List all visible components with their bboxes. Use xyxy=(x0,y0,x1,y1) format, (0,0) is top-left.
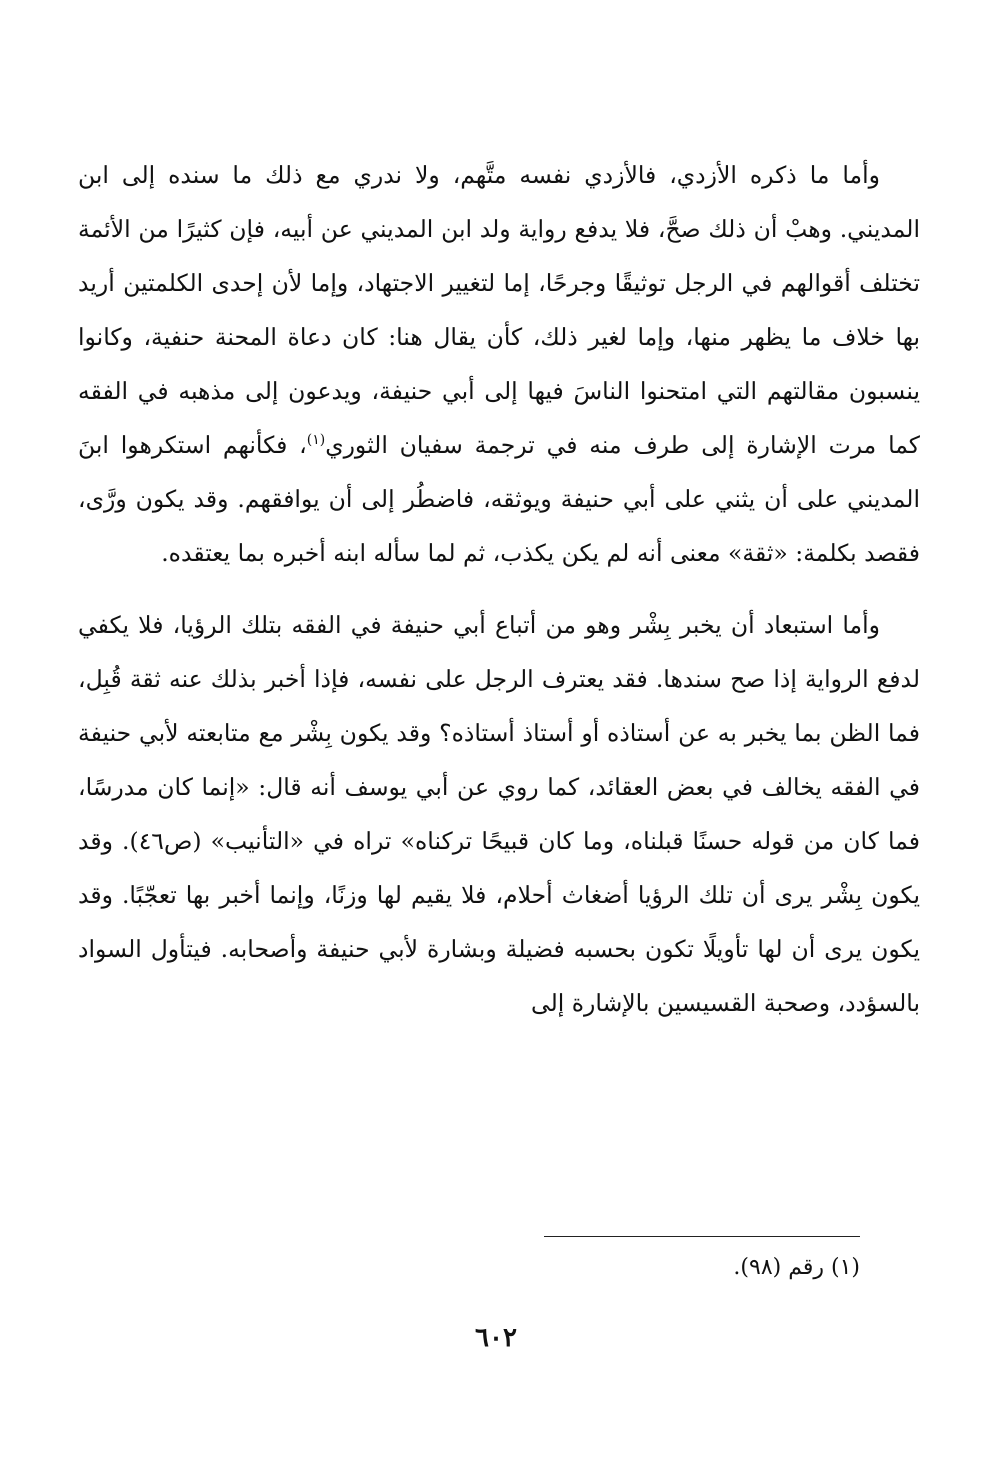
paragraph-text: وأما استبعاد أن يخبر بِشْر وهو من أتباع أبي حنيفة في الفقه بتلك الرؤيا، فلا يكفي لدفع الرواية إذا صح سندها. فقد يعترف الرجل على نفسه، فإذا أخبر بذلك عنه ثقة قُبِل، فما الظن بما يخبر به عن أستاذه أو أستاذ أستاذه؟ وقد يكون بِشْر مع متابعته لأبي حنيفة في الفقه يخالف في بعض العقائد، كما روي عن أبي يوسف أنه قال: «إنما كان مدرسًا، فما كان من قوله حسنًا قبلناه، وما كان قبيحًا تركناه» تراه في «التأنيب» (ص٤٦). وقد يكون بِشْر يرى أن تلك الرؤيا أضغاث أحلام، فلا يقيم لها وزنًا، وإنما أخبر بها تعجّبًا. وقد يكون يرى أن لها تأويلًا تكون بحسبه فضيلة وبشارة لأبي حنيفة وأصحابه. فيتأول السواد بالسؤدد، وصحبة القسيسين بالإشارة إلى xyxy=(78,611,920,1017)
footnote-marker[interactable]: (١) xyxy=(306,432,326,448)
body-text xyxy=(78,148,920,1030)
paragraph-text: وأما ما ذكره الأزدي، فالأزدي نفسه متَّهم، ولا ندري مع ذلك ما سنده إلى ابن المديني. وهبْ أن ذلك صحَّ، فلا يدفع رواية ولد ابن المديني عن أبيه، فإن كثيرًا من الأئمة تختلف أقوالهم في الرجل توثيقًا وجرحًا، إما لتغيير الاجتهاد، وإما لأن إحدى الكلمتين أريد بها خلاف ما يظهر منها، وإما لغير ذلك، كأن يقال هنا: كان دعاة المحنة حنفية، وكانوا ينسبون مقالتهم التي امتحنوا الناسَ فيها إلى أبي حنيفة، ويدعون إلى مذهبه في الفقه كما مرت الإشارة إلى طرف منه في ترجمة سفيان الثوري xyxy=(78,161,920,459)
footnote-separator xyxy=(544,1236,860,1237)
paragraph-text-continuation: ، فكأنهم استكرهوا ابنَ المديني على أن يثني على أبي حنيفة ويوثقه، فاضطُر إلى أن يوافقهم. وقد يكون ورَّى، فقصد بكلمة: «ثقة» معنى أنه لم يكن يكذب، ثم لما سأله ابنه أخبره بما يعتقده. xyxy=(78,431,920,567)
page-number: ٦٠٢ xyxy=(475,1323,517,1353)
footnote: (١) رقم (٩٨). xyxy=(733,1255,860,1280)
paragraph xyxy=(78,598,920,1030)
paragraph xyxy=(78,148,920,580)
